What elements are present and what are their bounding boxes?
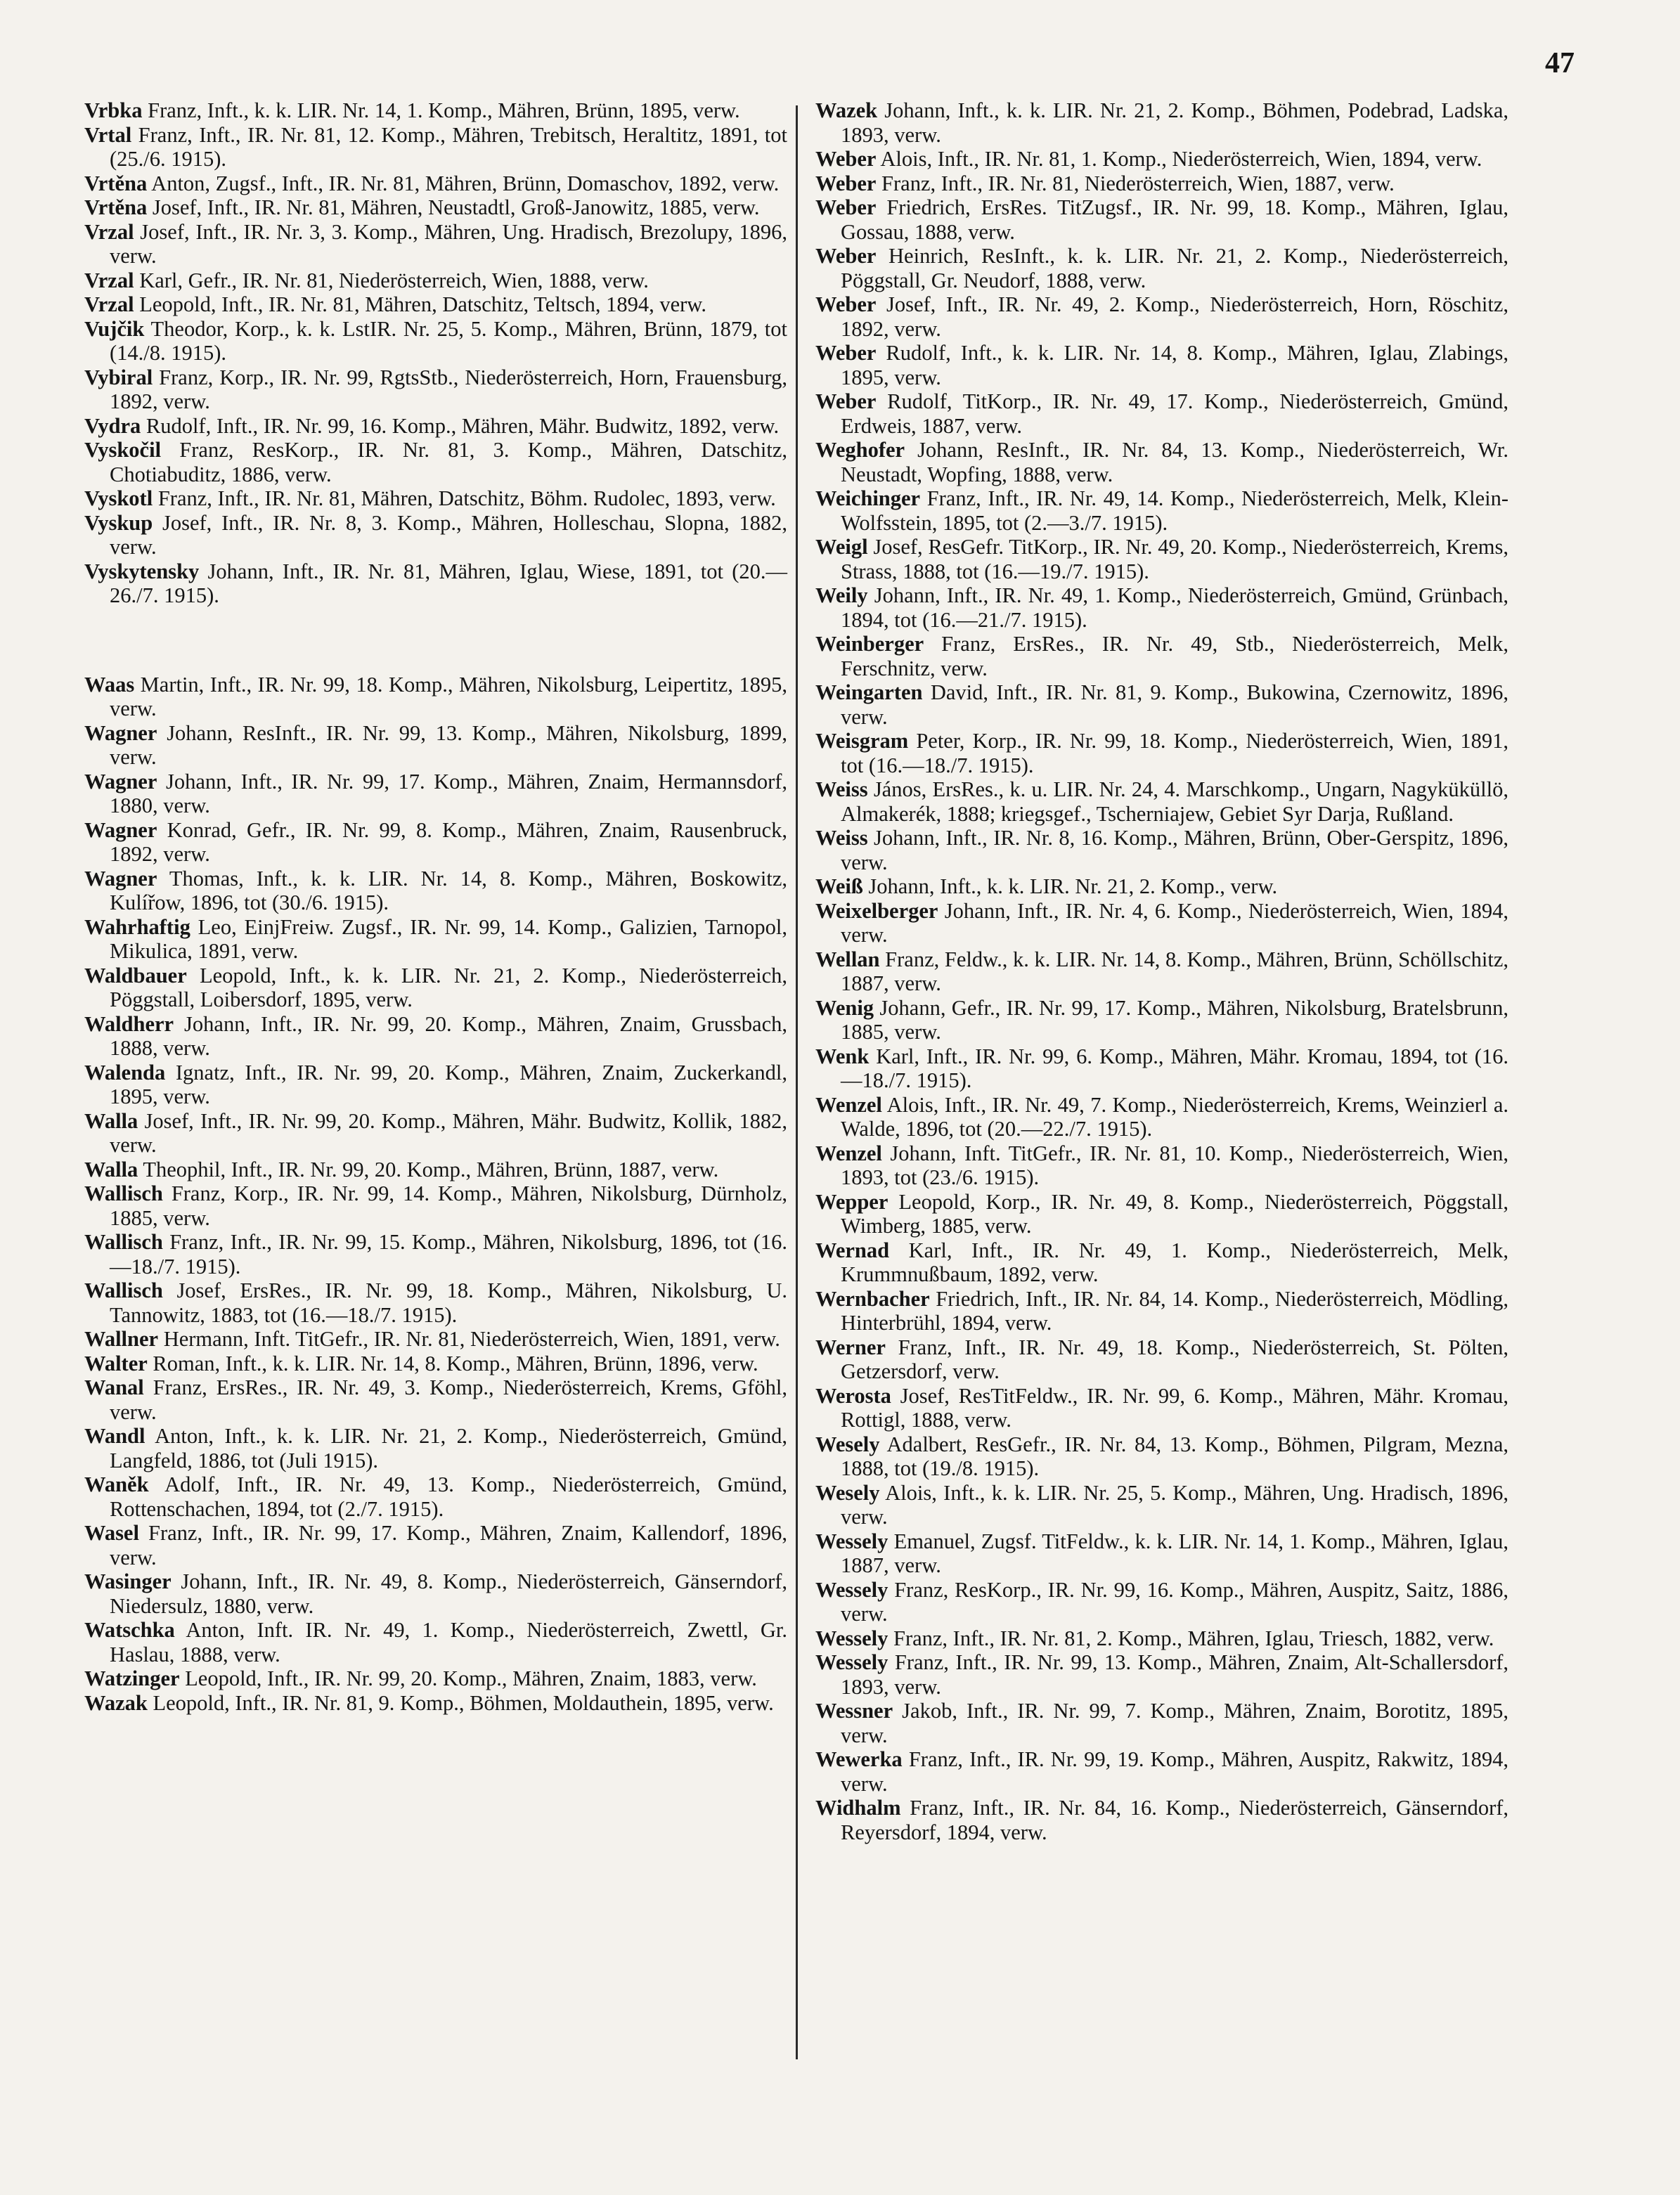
entry-surname: Wessely bbox=[815, 1577, 889, 1602]
list-entry bbox=[815, 1093, 1508, 1141]
entry-details: Franz, Inft., IR. Nr. 84, 16. Komp., Niederösterreich, Gänserndorf, Reyersdorf, 1894, verw. bbox=[841, 1796, 1509, 1844]
entry-surname: Weingarten bbox=[815, 680, 923, 704]
entry-details: Josef, Inft., IR. Nr. 99, 20. Komp., Mähren, Mähr. Budwitz, Kollik, 1882, verw. bbox=[110, 1108, 788, 1157]
entry-surname: Wenk bbox=[815, 1044, 870, 1068]
entry-details: Franz, ResKorp., IR. Nr. 81, 3. Komp., Mähren, Datschitz, Chotiabuditz, 1886, verw. bbox=[110, 438, 787, 486]
entry-details: Theophil, Inft., IR. Nr. 99, 20. Komp., Mähren, Brünn, 1887, verw. bbox=[143, 1157, 719, 1181]
list-entry bbox=[815, 1335, 1508, 1384]
list-entry bbox=[84, 1569, 787, 1618]
entry-details: Franz, Inft., k. k. LIR. Nr. 14, 1. Komp., Mähren, Brünn, 1895, verw. bbox=[148, 98, 740, 122]
entry-surname: Weber bbox=[815, 341, 877, 365]
entry-surname: Wepper bbox=[815, 1189, 889, 1214]
entry-details: Johann, Inft., IR. Nr. 99, 17. Komp., Mähren, Znaim, Hermannsdorf, 1880, verw. bbox=[110, 769, 788, 817]
list-entry bbox=[84, 1691, 787, 1716]
entry-surname: Wanal bbox=[84, 1375, 144, 1399]
entry-details: Karl, Inft., IR. Nr. 49, 1. Komp., Niederösterreich, Melk, Krummnußbaum, 1892, verw. bbox=[841, 1238, 1508, 1286]
entry-surname: Weixelberger bbox=[815, 898, 938, 923]
entry-details: Theodor, Korp., k. k. LstIR. Nr. 25, 5. Komp., Mähren, Brünn, 1879, tot (14./8. 1915). bbox=[110, 316, 787, 365]
list-entry bbox=[815, 874, 1508, 899]
entry-details: Franz, Inft., IR. Nr. 49, 18. Komp., Niederösterreich, St. Pölten, Getzersdorf, verw. bbox=[841, 1335, 1508, 1383]
entry-surname: Wewerka bbox=[815, 1747, 903, 1771]
entry-details: Franz, ResKorp., IR. Nr. 99, 16. Komp., Mähren, Auspitz, Saitz, 1886, verw. bbox=[841, 1577, 1508, 1626]
list-entry bbox=[815, 996, 1508, 1044]
entry-surname: Wenig bbox=[815, 995, 874, 1020]
entry-surname: Vybiral bbox=[84, 365, 153, 389]
entry-surname: Vyskup bbox=[84, 510, 153, 535]
entry-surname: Wesely bbox=[815, 1480, 880, 1505]
list-entry bbox=[815, 535, 1508, 583]
entry-surname: Waas bbox=[84, 672, 135, 697]
list-entry bbox=[84, 1618, 787, 1666]
list-entry bbox=[84, 770, 787, 818]
left-column-group-w bbox=[84, 673, 787, 1716]
entry-surname: Weichinger bbox=[815, 486, 921, 510]
entry-surname: Weily bbox=[815, 583, 868, 607]
entry-details: Rudolf, Inft., IR. Nr. 99, 16. Komp., Mähren, Mähr. Budwitz, 1892, verw. bbox=[146, 413, 780, 438]
column-divider bbox=[796, 105, 798, 2059]
entry-details: Leopold, Inft., k. k. LIR. Nr. 21, 2. Komp., Niederösterreich, Pöggstall, Loibersdorf, 1895, verw. bbox=[110, 963, 787, 1011]
entry-details: Anton, Zugsf., Inft., IR. Nr. 81, Mähren, Brünn, Domaschov, 1892, verw. bbox=[151, 171, 780, 195]
entry-details: Thomas, Inft., k. k. LIR. Nr. 14, 8. Komp., Mähren, Boskowitz, Kulířow, 1896, tot (30./6. 1915). bbox=[110, 866, 787, 914]
entry-details: David, Inft., IR. Nr. 81, 9. Komp., Bukowina, Czernowitz, 1896, verw. bbox=[841, 680, 1509, 729]
list-entry bbox=[815, 1747, 1508, 1796]
entry-details: Alois, Inft., k. k. LIR. Nr. 25, 5. Komp., Mähren, Ung. Hradisch, 1896, verw. bbox=[841, 1480, 1508, 1529]
entry-surname: Wahrhaftig bbox=[84, 914, 190, 939]
list-entry bbox=[815, 1238, 1508, 1287]
list-entry bbox=[84, 1666, 787, 1691]
list-entry bbox=[84, 1061, 787, 1109]
list-entry bbox=[84, 867, 787, 915]
list-entry bbox=[84, 1352, 787, 1376]
entry-details: Adalbert, ResGefr., IR. Nr. 84, 13. Komp., Böhmen, Pilgram, Mezna, 1888, tot (19./8. 1915). bbox=[841, 1432, 1508, 1480]
entry-details: Franz, Inft., IR. Nr. 81, Mähren, Datschitz, Böhm. Rudolec, 1893, verw. bbox=[157, 486, 776, 510]
entry-details: Franz, Feldw., k. k. LIR. Nr. 14, 8. Komp., Mähren, Brünn, Schöllschitz, 1887, verw. bbox=[841, 947, 1508, 995]
list-entry bbox=[815, 1141, 1508, 1190]
entry-details: Josef, Inft., IR. Nr. 8, 3. Komp., Mähren, Holleschau, Slopna, 1882, verw. bbox=[110, 510, 787, 559]
entry-surname: Wagner bbox=[84, 866, 157, 891]
list-entry bbox=[815, 1699, 1508, 1747]
entry-surname: Wenzel bbox=[815, 1092, 882, 1117]
entry-details: Johann, ResInft., IR. Nr. 99, 13. Komp., Mähren, Nikolsburg, 1899, verw. bbox=[110, 720, 788, 769]
entry-surname: Waněk bbox=[84, 1472, 149, 1496]
entry-surname: Wesely bbox=[815, 1432, 880, 1456]
entry-surname: Vrtal bbox=[84, 122, 132, 147]
entry-details: Adolf, Inft., IR. Nr. 49, 13. Komp., Niederösterreich, Gmünd, Rottenschachen, 1894, tot (2./7. 1915). bbox=[110, 1472, 787, 1521]
list-entry bbox=[815, 486, 1508, 535]
entry-details: Franz, ErsRes., IR. Nr. 49, 3. Komp., Niederösterreich, Krems, Gföhl, verw. bbox=[110, 1375, 788, 1424]
page-number: 47 bbox=[1545, 47, 1575, 79]
list-entry bbox=[815, 1650, 1508, 1699]
list-entry bbox=[815, 632, 1508, 680]
entry-surname: Wagner bbox=[84, 720, 157, 745]
entry-details: Emanuel, Zugsf. TitFeldw., k. k. LIR. Nr. 14, 1. Komp., Mähren, Iglau, 1887, verw. bbox=[841, 1529, 1509, 1577]
entry-details: Johann, Inft., IR. Nr. 49, 8. Komp., Niederösterreich, Gänserndorf, Niedersulz, 1880, verw. bbox=[110, 1569, 788, 1618]
entry-details: Ignatz, Inft., IR. Nr. 99, 20. Komp., Mähren, Znaim, Zuckerkandl, 1895, verw. bbox=[110, 1060, 787, 1108]
list-entry bbox=[815, 1190, 1508, 1238]
entry-surname: Vyskočil bbox=[84, 438, 162, 462]
list-entry bbox=[84, 1158, 787, 1182]
list-entry bbox=[815, 583, 1508, 632]
entry-details: Martin, Inft., IR. Nr. 99, 18. Komp., Mähren, Nikolsburg, Leipertitz, 1895, verw. bbox=[110, 672, 787, 720]
entry-details: Josef, ErsRes., IR. Nr. 99, 18. Komp., Mähren, Nikolsburg, U. Tannowitz, 1883, tot (16.—18./7. 1915). bbox=[110, 1278, 787, 1327]
list-entry bbox=[84, 818, 787, 867]
entry-surname: Weber bbox=[815, 292, 877, 316]
entry-details: Josef, ResGefr. TitKorp., IR. Nr. 49, 20. Komp., Niederösterreich, Krems, Strass, 1888, tot (16.—19./7. 1915). bbox=[841, 535, 1508, 583]
entry-surname: Wallisch bbox=[84, 1181, 163, 1205]
list-entry bbox=[84, 195, 787, 220]
entry-details: Rudolf, TitKorp., IR. Nr. 49, 17. Komp., Niederösterreich, Gmünd, Erdweis, 1887, verw. bbox=[841, 389, 1509, 438]
entry-details: Johann, Gefr., IR. Nr. 99, 17. Komp., Mähren, Nikolsburg, Bratelsbrunn, 1885, verw. bbox=[841, 995, 1509, 1044]
list-entry bbox=[815, 438, 1508, 486]
entry-surname: Wessely bbox=[815, 1529, 889, 1553]
entry-surname: Vujčik bbox=[84, 316, 145, 341]
entry-details: Anton, Inft., k. k. LIR. Nr. 21, 2. Komp., Niederösterreich, Gmünd, Langfeld, 1886, tot (Juli 1915). bbox=[110, 1424, 787, 1472]
list-entry bbox=[84, 123, 787, 171]
list-entry bbox=[84, 721, 787, 770]
entry-surname: Vrzal bbox=[84, 268, 134, 292]
list-entry bbox=[84, 511, 787, 559]
entry-details: Leo, EinjFreiw. Zugsf., IR. Nr. 99, 14. Komp., Galizien, Tarnopol, Mikulica, 1891, verw. bbox=[110, 914, 787, 963]
entry-details: Franz, Inft., IR. Nr. 99, 19. Komp., Mähren, Auspitz, Rakwitz, 1894, verw. bbox=[841, 1747, 1509, 1796]
entry-surname: Waldbauer bbox=[84, 963, 187, 988]
entry-surname: Wagner bbox=[84, 769, 157, 794]
entry-details: Karl, Inft., IR. Nr. 99, 6. Komp., Mähren, Mähr. Kromau, 1894, tot (16.—18./7. 1915). bbox=[841, 1044, 1509, 1092]
list-entry bbox=[84, 1012, 787, 1061]
list-entry bbox=[815, 729, 1508, 777]
entry-surname: Wessely bbox=[815, 1650, 889, 1674]
entry-surname: Wallisch bbox=[84, 1278, 163, 1302]
right-column-entries bbox=[815, 98, 1508, 1844]
entry-surname: Weber bbox=[815, 147, 877, 171]
entry-surname: Weisgram bbox=[815, 729, 909, 753]
entry-details: Josef, ResTitFeldw., IR. Nr. 99, 6. Komp., Mähren, Mähr. Kromau, Rottigl, 1888, verw. bbox=[841, 1383, 1509, 1432]
entry-surname: Wessely bbox=[815, 1626, 889, 1650]
entry-surname: Weber bbox=[815, 171, 877, 195]
list-entry bbox=[815, 1626, 1508, 1651]
list-entry bbox=[84, 98, 787, 123]
entry-details: Franz, Korp., IR. Nr. 99, 14. Komp., Mähren, Nikolsburg, Dürnholz, 1885, verw. bbox=[110, 1181, 787, 1230]
entry-details: Roman, Inft., k. k. LIR. Nr. 14, 8. Komp., Mähren, Brünn, 1896, verw. bbox=[153, 1351, 758, 1375]
entry-details: Johann, Inft. TitGefr., IR. Nr. 81, 10. Komp., Niederösterreich, Wien, 1893, tot (23./6. 1915). bbox=[841, 1141, 1509, 1189]
entry-surname: Vyskotl bbox=[84, 486, 153, 510]
entry-details: Johann, Inft., IR. Nr. 8, 16. Komp., Mähren, Brünn, Ober-Gerspitz, 1896, verw. bbox=[841, 826, 1509, 874]
list-entry bbox=[815, 98, 1508, 147]
entry-surname: Werosta bbox=[815, 1383, 891, 1408]
list-entry bbox=[815, 680, 1508, 729]
list-entry bbox=[84, 915, 787, 964]
list-entry bbox=[815, 899, 1508, 947]
list-entry bbox=[84, 559, 787, 608]
entry-surname: Vyskytensky bbox=[84, 559, 200, 583]
list-entry bbox=[815, 292, 1508, 341]
list-entry bbox=[815, 147, 1508, 171]
entry-surname: Vrtěna bbox=[84, 195, 148, 219]
entry-surname: Watzinger bbox=[84, 1666, 180, 1690]
list-entry bbox=[815, 171, 1508, 196]
entry-surname: Werner bbox=[815, 1335, 886, 1359]
entry-surname: Watschka bbox=[84, 1618, 175, 1642]
entry-details: Franz, Korp., IR. Nr. 99, RgtsStb., Niederösterreich, Horn, Frauensburg, 1892, verw. bbox=[110, 365, 787, 413]
list-entry bbox=[815, 1529, 1508, 1578]
list-entry bbox=[815, 777, 1508, 826]
entry-surname: Wallisch bbox=[84, 1230, 163, 1254]
entry-details: Leopold, Inft., IR. Nr. 99, 20. Komp., Mähren, Znaim, 1883, verw. bbox=[185, 1666, 757, 1690]
entry-details: Friedrich, Inft., IR. Nr. 84, 14. Komp., Niederösterreich, Mödling, Hinterbrühl, 1894, verw. bbox=[841, 1286, 1509, 1335]
entry-details: Heinrich, ResInft., k. k. LIR. Nr. 21, 2. Komp., Niederösterreich, Pöggstall, Gr. Neudorf, 1888, verw. bbox=[841, 244, 1508, 292]
list-entry bbox=[815, 1384, 1508, 1432]
list-entry bbox=[84, 1230, 787, 1278]
entry-surname: Wazek bbox=[815, 98, 878, 122]
entry-surname: Weiss bbox=[815, 777, 868, 801]
list-entry bbox=[84, 964, 787, 1012]
entry-surname: Walla bbox=[84, 1157, 138, 1181]
entry-surname: Wasel bbox=[84, 1521, 139, 1545]
entry-details: Rudolf, Inft., k. k. LIR. Nr. 14, 8. Komp., Mähren, Iglau, Zlabings, 1895, verw. bbox=[841, 341, 1508, 389]
entry-details: Alois, Inft., IR. Nr. 49, 7. Komp., Niederösterreich, Krems, Weinzierl a. Walde, 1896, tot (20.—22./7. 1915). bbox=[841, 1092, 1508, 1141]
entry-details: Franz, Inft., IR. Nr. 81, Niederösterreich, Wien, 1887, verw. bbox=[881, 171, 1395, 195]
entry-surname: Wellan bbox=[815, 947, 880, 971]
entry-surname: Weber bbox=[815, 244, 877, 268]
entry-surname: Weiß bbox=[815, 874, 863, 898]
left-column-group-v bbox=[84, 98, 787, 608]
list-entry bbox=[815, 1578, 1508, 1626]
list-entry bbox=[815, 1796, 1508, 1844]
entry-surname: Wallner bbox=[84, 1327, 159, 1351]
entry-surname: Wenzel bbox=[815, 1141, 882, 1165]
entry-surname: Vrzal bbox=[84, 292, 134, 316]
list-entry bbox=[815, 1432, 1508, 1481]
entry-details: Franz, Inft., IR. Nr. 81, 12. Komp., Mähren, Trebitsch, Heraltitz, 1891, tot (25./6. 1915). bbox=[110, 122, 788, 171]
entry-surname: Weigl bbox=[815, 535, 868, 559]
list-entry bbox=[84, 1472, 787, 1521]
list-entry bbox=[815, 1481, 1508, 1529]
entry-surname: Wernbacher bbox=[815, 1286, 930, 1311]
entry-surname: Weiss bbox=[815, 826, 868, 850]
list-entry bbox=[84, 220, 787, 268]
left-column bbox=[84, 98, 787, 1715]
entry-details: Josef, Inft., IR. Nr. 81, Mähren, Neustadtl, Groß-Janowitz, 1885, verw. bbox=[152, 195, 760, 219]
entry-details: Leopold, Inft., IR. Nr. 81, 9. Komp., Böhmen, Moldauthein, 1895, verw. bbox=[153, 1690, 774, 1715]
right-column bbox=[815, 98, 1508, 1844]
list-entry bbox=[84, 486, 787, 511]
entry-details: Josef, Inft., IR. Nr. 3, 3. Komp., Mähren, Ung. Hradisch, Brezolupy, 1896, verw. bbox=[110, 219, 787, 268]
entry-details: Karl, Gefr., IR. Nr. 81, Niederösterreich, Wien, 1888, verw. bbox=[139, 268, 649, 292]
list-entry bbox=[84, 438, 787, 486]
entry-details: Anton, Inft. IR. Nr. 49, 1. Komp., Niederösterreich, Zwettl, Gr. Haslau, 1888, verw. bbox=[110, 1618, 787, 1666]
entry-surname: Wagner bbox=[84, 817, 157, 842]
entry-surname: Vrzal bbox=[84, 219, 134, 244]
entry-details: János, ErsRes., k. u. LIR. Nr. 24, 4. Marschkomp., Ungarn, Nagyküküllö, Almakerék, 1888; kriegsgef., Tscherniajew, Gebiet Syr Darja, Rußland. bbox=[841, 777, 1508, 826]
list-entry bbox=[84, 673, 787, 721]
entry-surname: Walenda bbox=[84, 1060, 166, 1084]
entry-surname: Widhalm bbox=[815, 1796, 901, 1820]
entry-surname: Walla bbox=[84, 1108, 138, 1133]
entry-details: Josef, Inft., IR. Nr. 49, 2. Komp., Niederösterreich, Horn, Röschitz, 1892, verw. bbox=[841, 292, 1508, 341]
list-entry bbox=[84, 1278, 787, 1327]
entry-details: Johann, Inft., k. k. LIR. Nr. 21, 2. Komp., Böhmen, Podebrad, Ladska, 1893, verw. bbox=[841, 98, 1509, 147]
list-entry bbox=[84, 1521, 787, 1569]
list-entry bbox=[84, 1181, 787, 1230]
entry-surname: Wazak bbox=[84, 1690, 148, 1715]
entry-details: Johann, Inft., IR. Nr. 49, 1. Komp., Niederösterreich, Gmünd, Grünbach, 1894, tot (16.—21./7. 1915). bbox=[841, 583, 1508, 632]
entry-details: Franz, Inft., IR. Nr. 99, 17. Komp., Mähren, Znaim, Kallendorf, 1896, verw. bbox=[110, 1521, 788, 1569]
entry-surname: Waldherr bbox=[84, 1011, 174, 1036]
entry-details: Franz, Inft., IR. Nr. 49, 14. Komp., Niederösterreich, Melk, Klein-Wolfsstein, 1895, tot (2.—3./7. 1915). bbox=[841, 486, 1508, 535]
list-entry bbox=[815, 341, 1508, 389]
entry-surname: Wernad bbox=[815, 1238, 890, 1262]
entry-surname: Wandl bbox=[84, 1424, 146, 1448]
list-entry bbox=[84, 1375, 787, 1424]
entry-details: Johann, ResInft., IR. Nr. 84, 13. Komp., Niederösterreich, Wr. Neustadt, Wopfing, 1888, verw. bbox=[841, 438, 1508, 486]
entry-surname: Weghofer bbox=[815, 438, 905, 462]
entry-details: Johann, Inft., IR. Nr. 81, Mähren, Iglau, Wiese, 1891, tot (20.—26./7. 1915). bbox=[110, 559, 787, 607]
entry-details: Johann, Inft., IR. Nr. 4, 6. Komp., Niederösterreich, Wien, 1894, verw. bbox=[841, 898, 1509, 947]
entry-details: Leopold, Korp., IR. Nr. 49, 8. Komp., Niederösterreich, Pöggstall, Wimberg, 1885, verw. bbox=[841, 1189, 1509, 1238]
entry-details: Johann, Inft., IR. Nr. 99, 20. Komp., Mähren, Znaim, Grussbach, 1888, verw. bbox=[110, 1011, 787, 1060]
entry-details: Konrad, Gefr., IR. Nr. 99, 8. Komp., Mähren, Znaim, Rausenbruck, 1892, verw. bbox=[110, 817, 787, 866]
list-entry bbox=[815, 826, 1508, 874]
list-entry bbox=[84, 171, 787, 196]
list-entry bbox=[84, 1424, 787, 1472]
list-entry bbox=[815, 1287, 1508, 1335]
list-entry bbox=[84, 1109, 787, 1158]
entry-details: Alois, Inft., IR. Nr. 81, 1. Komp., Niederösterreich, Wien, 1894, verw. bbox=[880, 147, 1482, 171]
entry-surname: Walter bbox=[84, 1351, 148, 1375]
entry-surname: Vrbka bbox=[84, 98, 143, 122]
list-entry bbox=[815, 1044, 1508, 1093]
entry-details: Jakob, Inft., IR. Nr. 99, 7. Komp., Mähren, Znaim, Borotitz, 1895, verw. bbox=[841, 1699, 1509, 1747]
entry-surname: Wasinger bbox=[84, 1569, 172, 1593]
entry-details: Hermann, Inft. TitGefr., IR. Nr. 81, Niederösterreich, Wien, 1891, verw. bbox=[163, 1327, 780, 1351]
list-entry bbox=[815, 389, 1508, 438]
list-entry bbox=[84, 414, 787, 439]
entry-surname: Vrtěna bbox=[84, 171, 148, 195]
entry-details: Friedrich, ErsRes. TitZugsf., IR. Nr. 99, 18. Komp., Mähren, Iglau, Gossau, 1888, verw. bbox=[841, 195, 1508, 244]
entry-details: Franz, Inft., IR. Nr. 99, 15. Komp., Mähren, Nikolsburg, 1896, tot (16.—18./7. 1915). bbox=[110, 1230, 788, 1278]
entry-surname: Weinberger bbox=[815, 632, 924, 656]
entry-details: Franz, ErsRes., IR. Nr. 49, Stb., Niederösterreich, Melk, Ferschnitz, verw. bbox=[841, 632, 1508, 680]
entry-details: Peter, Korp., IR. Nr. 99, 18. Komp., Niederösterreich, Wien, 1891, tot (16.—18./7. 1915). bbox=[841, 729, 1509, 777]
section-gap bbox=[84, 608, 787, 673]
list-entry bbox=[84, 292, 787, 317]
list-entry bbox=[815, 195, 1508, 244]
entry-surname: Vydra bbox=[84, 413, 141, 438]
entry-details: Franz, Inft., IR. Nr. 81, 2. Komp., Mähren, Iglau, Triesch, 1882, verw. bbox=[893, 1626, 1494, 1650]
entry-surname: Weber bbox=[815, 389, 877, 413]
list-entry bbox=[815, 947, 1508, 996]
list-entry bbox=[84, 1327, 787, 1352]
entry-details: Johann, Inft., k. k. LIR. Nr. 21, 2. Komp., verw. bbox=[868, 874, 1278, 898]
list-entry bbox=[84, 317, 787, 365]
entry-surname: Wessner bbox=[815, 1699, 893, 1723]
list-entry bbox=[84, 268, 787, 293]
entry-surname: Weber bbox=[815, 195, 877, 219]
entry-details: Franz, Inft., IR. Nr. 99, 13. Komp., Mähren, Znaim, Alt-Schallersdorf, 1893, verw. bbox=[841, 1650, 1509, 1699]
list-entry bbox=[84, 365, 787, 414]
entry-details: Leopold, Inft., IR. Nr. 81, Mähren, Datschitz, Teltsch, 1894, verw. bbox=[139, 292, 706, 316]
list-entry bbox=[815, 244, 1508, 292]
